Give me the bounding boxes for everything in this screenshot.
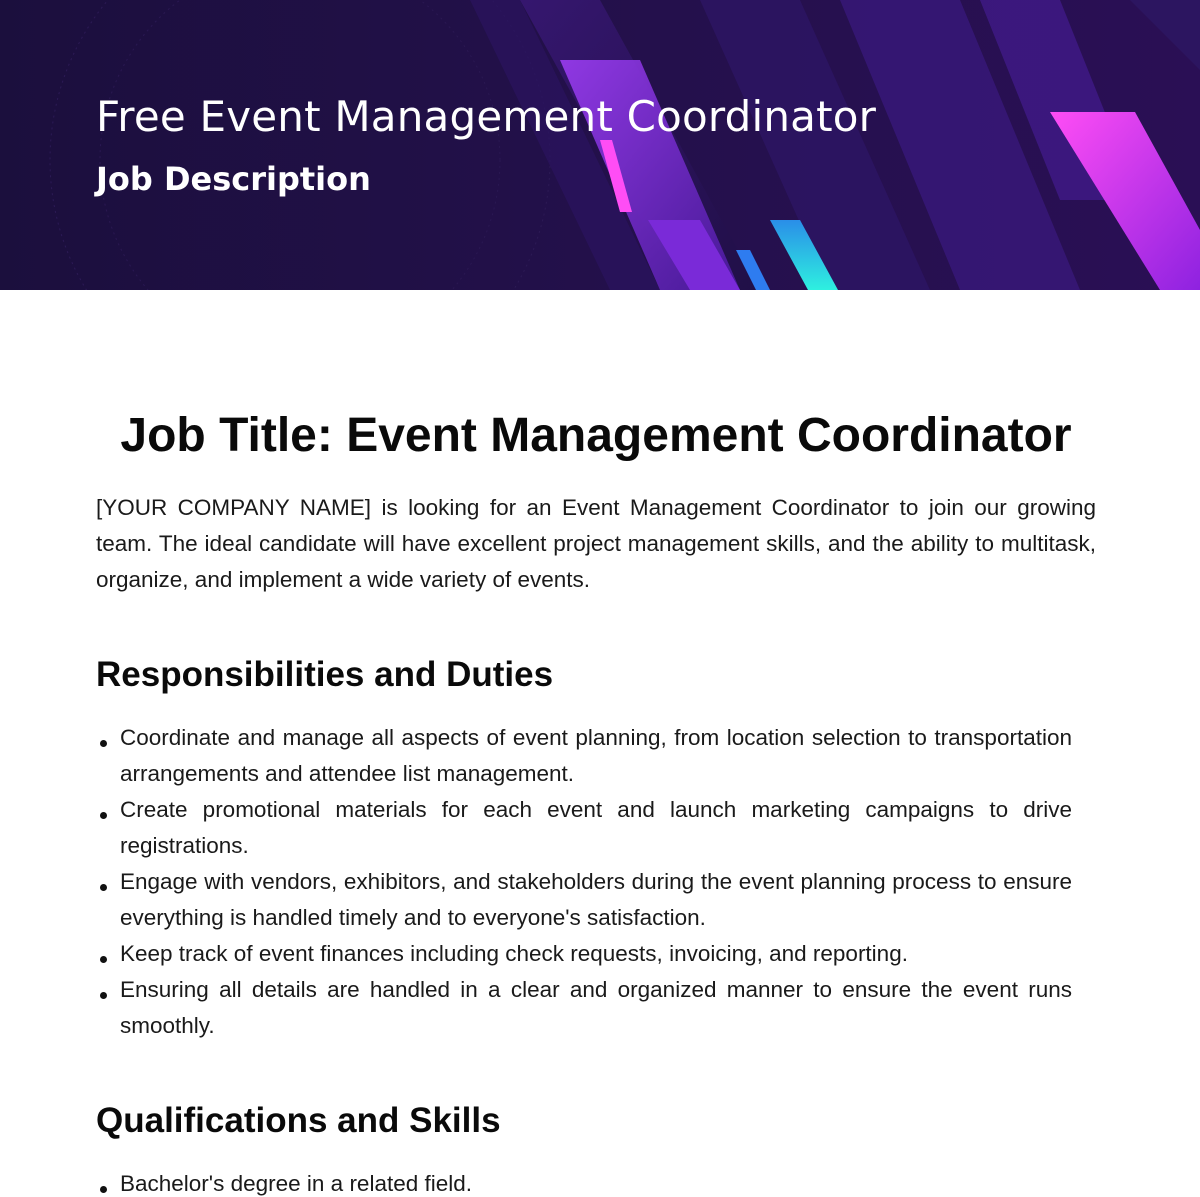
list-item [96,720,1072,792]
list-item [96,792,1072,864]
list-item-text: Engage with vendors, exhibitors, and stakeholders during the event planning process to ensure everything is handled timely and to everyone's satisfaction. [120,869,1072,930]
list-item [96,864,1072,936]
bullet-icon [100,956,107,963]
qualifications-list [96,1166,1072,1197]
bullet-icon [100,1186,107,1193]
intro-paragraph: [YOUR COMPANY NAME] is looking for an Event Management Coordinator to join our growing team. The ideal candidate will have excellent project management skills, and the ability to multitask, organize, and implement a wide variety of events. [96,495,1096,592]
list-item-text: Ensuring all details are handled in a clear and organized manner to ensure the event runs smoothly. [120,977,1072,1038]
bullet-icon [100,992,107,999]
qualifications-heading: Qualifications and Skills [96,1101,501,1140]
list-item [96,936,1072,972]
list-item-text: Coordinate and manage all aspects of event planning, from location selection to transportation arrangements and attendee list management. [120,725,1072,786]
list-item [96,972,1072,1044]
list-item-text: Bachelor's degree in a related field. [120,1171,473,1196]
job-title: Job Title: Event Management Coordinator [120,409,1072,462]
document-body [96,400,1096,1197]
header-banner [0,0,1200,290]
list-item-text: Create promotional materials for each event and launch marketing campaigns to drive registrations. [120,797,1072,858]
bullet-icon [100,812,107,819]
banner-subtitle: Job Description [96,160,371,198]
responsibilities-list [96,720,1072,1044]
banner-decoration [0,0,1200,290]
banner-title: Free Event Management Coordinator [96,92,877,141]
responsibilities-heading: Responsibilities and Duties [96,655,554,694]
list-item-text: Keep track of event finances including check requests, invoicing, and reporting. [120,941,908,966]
bullet-icon [100,884,107,891]
list-item [96,1166,1072,1197]
bullet-icon [100,740,107,747]
